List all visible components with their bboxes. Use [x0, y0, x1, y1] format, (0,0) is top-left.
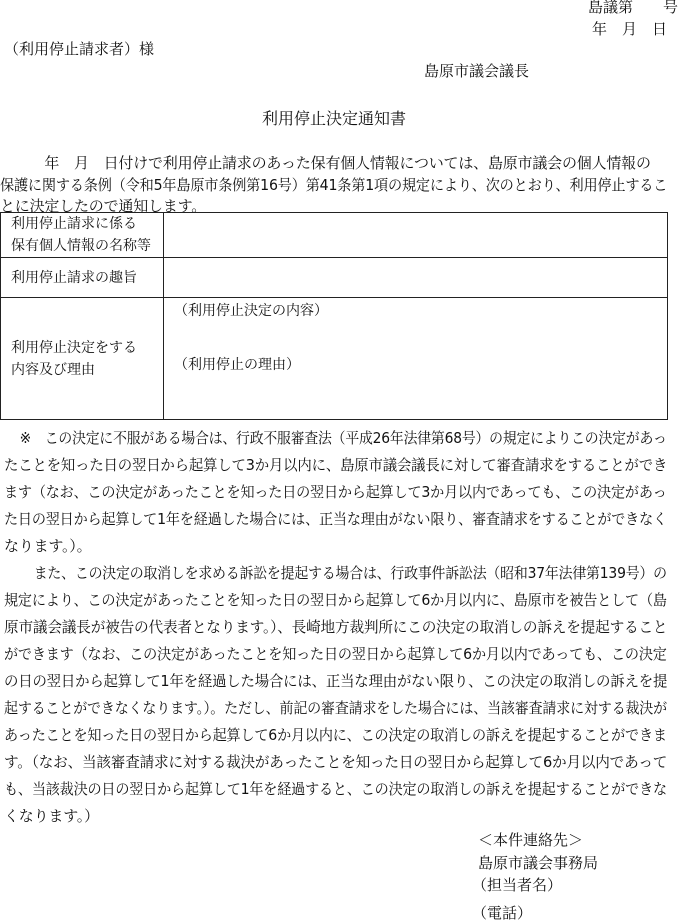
note-line: の日の翌日から起算して1年を経過した場合には、正当な理由がない限り、この決定の取消しの訴えを提 — [4, 672, 668, 690]
addressee: （利用停止請求者）様 — [4, 40, 155, 58]
note-line: あったことを知った日の翌日から起算して6か月以内に、この決定の取消しの訴えを提起することができま — [4, 726, 667, 744]
note-line: 規定により、この決定があったことを知った日の翌日から起算して6か月以内に、島原市を被告として（島 — [4, 591, 667, 609]
note-line: た日の翌日から起算して1年を経過した場合には、正当な理由がない限り、審査請求をすることができなく — [4, 510, 667, 528]
contact-person: （担当者名） — [472, 876, 563, 894]
note-line: も、当該裁決の日の翌日から起算して1年を経過すると、この決定の取消しの訴えを提起することができな — [4, 780, 667, 798]
stop-use-decision-table — [0, 212, 668, 420]
row-label-request-purpose: 利用停止請求の趣旨 — [1, 258, 164, 298]
decision-content-label: （利用停止決定の内容） — [174, 303, 328, 319]
note-line: 原市議会議長が被告の代表者となります。）、長崎地方裁判所にこの決定の取消しの訴えを提起すること — [4, 618, 668, 636]
intro-line: 保護に関する条例（令和5年島原市条例第16号）第41条第1項の規定により、次のとおり、利用停止するこ — [0, 176, 668, 194]
sender: 島原市議会議長 — [424, 62, 530, 80]
note-line: たことを知った日の翌日から起算して3か月以内に、島原市議会議長に対して審査請求をすることができ — [4, 456, 668, 474]
document-number: 島議第 号 — [588, 0, 678, 16]
label-line: 保有個人情報の名称等 — [11, 238, 151, 254]
label-line: 利用停止決定をする — [11, 339, 137, 356]
row-value-decision-content — [164, 298, 668, 420]
note-line: ます（なお、この決定があったことを知った日の翌日から起算して3か月以内であっても、この決定があっ — [4, 483, 667, 501]
note-line: また、この決定の取消しを求める訴訟を提起する場合は、行政事件訴訟法（昭和37年法律第139号）の — [20, 564, 667, 582]
contact-office: 島原市議会事務局 — [478, 854, 599, 872]
document-title: 利用停止決定通知書 — [262, 109, 407, 128]
row-label-information-name — [1, 213, 164, 258]
intro-line: とに決定したので通知します。 — [0, 197, 207, 215]
note-line: ができます（なお、この決定があったことを知った日の翌日から起算して6か月以内であっても、この決定 — [4, 645, 667, 663]
label-line: 内容及び理由 — [11, 361, 95, 378]
label-line: 利用停止請求に係る — [11, 216, 137, 232]
contact-heading: ＜本件連絡先＞ — [478, 831, 584, 849]
table-row — [1, 258, 668, 298]
note-line: ※ この決定に不服がある場合は、行政不服審査法（平成26年法律第68号）の規定によりこの決定があっ — [6, 429, 667, 447]
table-row — [1, 213, 668, 258]
note-line: 起することができなくなります。）。ただし、前記の審査請求をした場合には、当該審査請求に対する裁決が — [4, 699, 668, 717]
row-label-decision-content — [1, 298, 164, 420]
document-date: 年 月 日 — [592, 20, 668, 38]
note-line: なります。）。 — [4, 537, 92, 555]
decision-reason-label: （利用停止の理由） — [174, 357, 300, 373]
contact-phone: （電話） — [472, 904, 533, 922]
note-line: す。（なお、当該審査請求に対する裁決があったことを知った日の翌日から起算して6か月以内であって — [4, 753, 668, 771]
row-value-request-purpose — [164, 258, 668, 298]
intro-line: 年 月 日付けで利用停止請求のあった保有個人情報については、島原市議会の個人情報の — [0, 154, 651, 172]
row-value-information-name — [164, 213, 668, 258]
note-line: くなります。） — [4, 807, 99, 825]
table-row — [1, 298, 668, 420]
